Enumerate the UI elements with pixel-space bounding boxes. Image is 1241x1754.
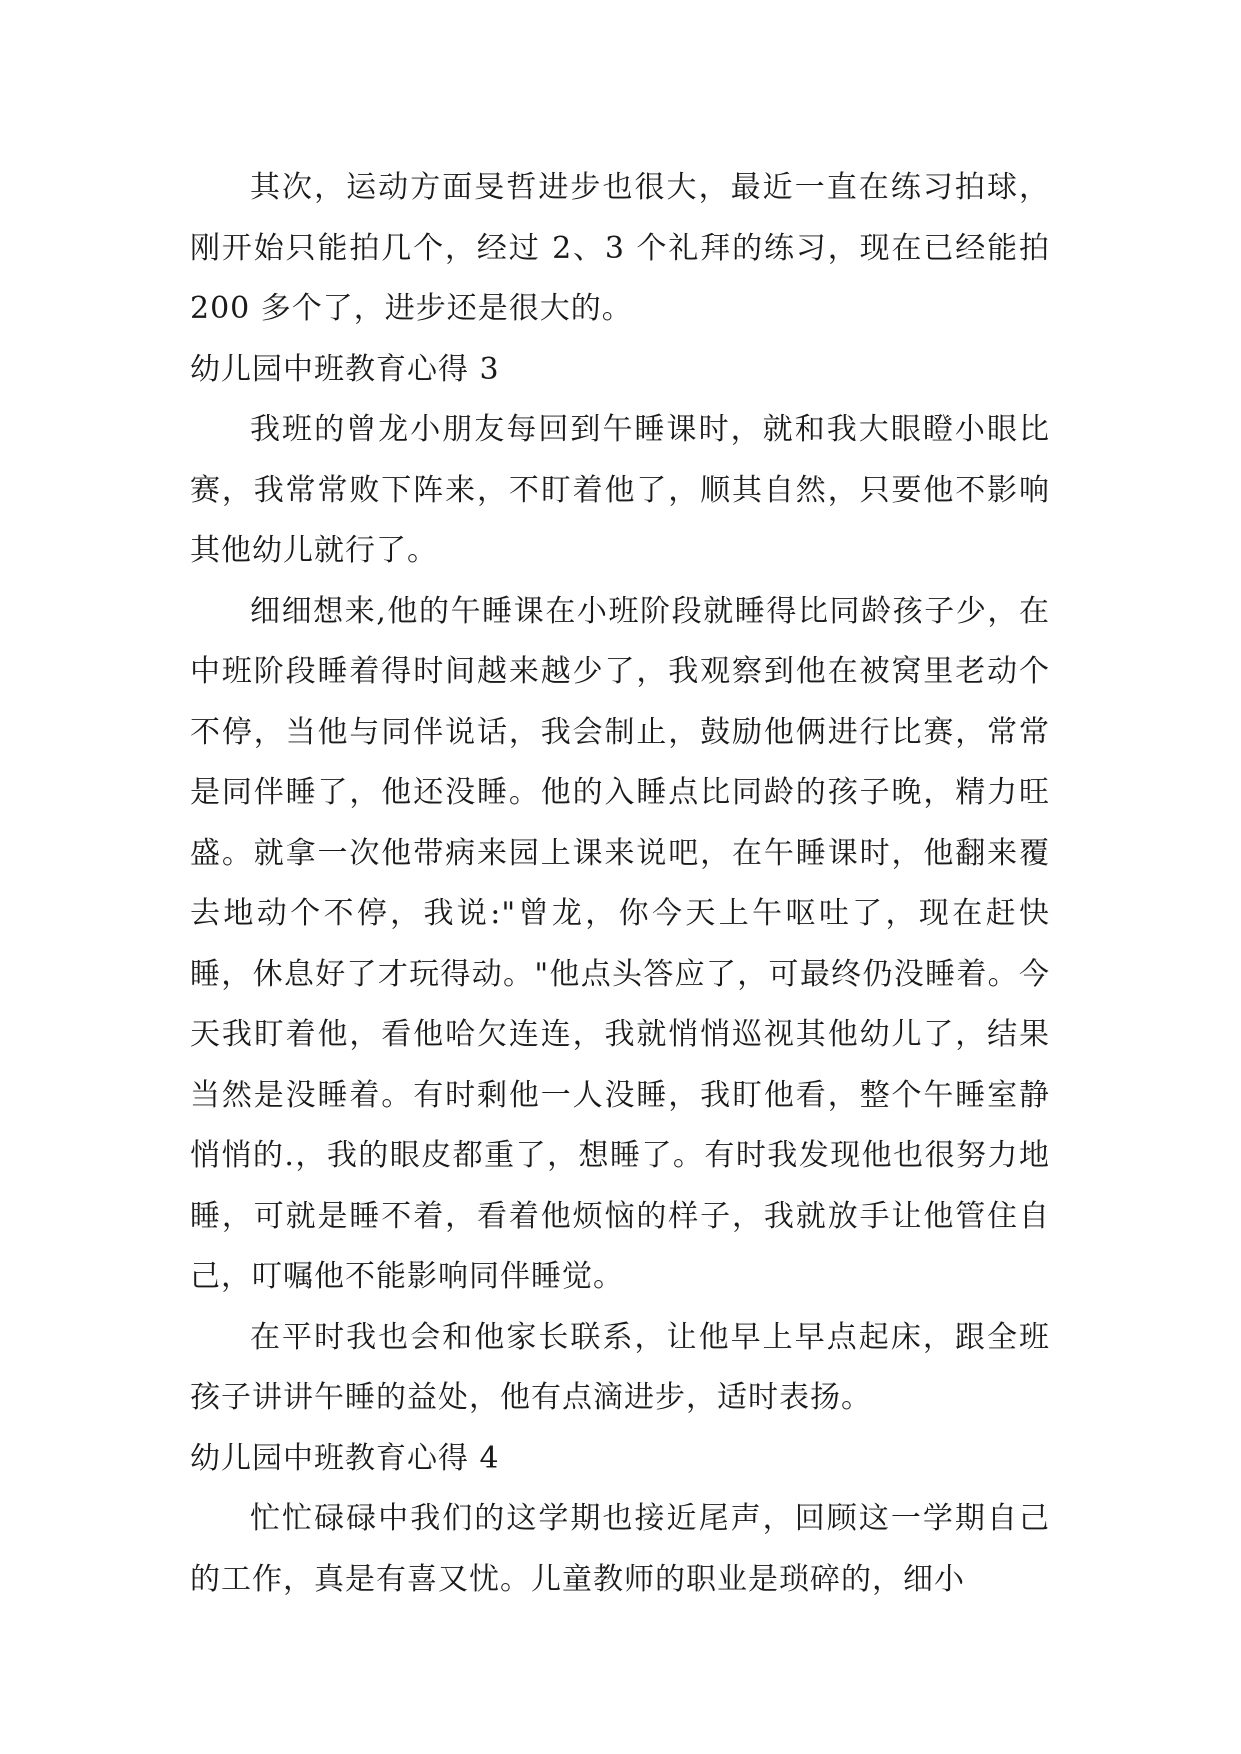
section-heading-3: 幼儿园中班教育心得 3 [190,351,500,387]
paragraph-nap-reflection: 细细想来,他的午睡课在小班阶段就睡得比同龄孩子少，在中班阶段睡着得时间越来越少了，我观察到他在被窝里老动个不停，当他与同伴说话，我会制止，鼓励他俩进行比赛，常常是同伴睡了，他还没睡。他的入睡点比同龄的孩子晚，精力旺盛。就拿一次他带病来园上课来说吧，在午睡课时，他翻来覆去地动个不停，我说:"曾龙，你今天上午呕吐了，现在赶快睡，休息好了才玩得动。"他点头答应了，可最终仍没睡着。今天我盯着他，看他哈欠连连，我就悄悄巡视其他幼儿了，结果当然是没睡着。有时剩他一人没睡，我盯他看，整个午睡室静悄悄的.，我的眼皮都重了，想睡了。有时我发现他也很努力地睡，可就是睡不着，看着他烦恼的样子，我就放手让他管住自己，叮嘱他不能影响同伴睡觉。 [190,593,1050,1294]
document-body [190,158,1050,1610]
paragraph-semester-review: 忙忙碌碌中我们的这学期也接近尾声，回顾这一学期自己的工作，真是有喜又忧。儿童教师的职业是琐碎的，细小 [190,1501,1050,1597]
paragraph-parent-contact: 在平时我也会和他家长联系，让他早上早点起床，跟全班孩子讲讲午睡的益处，他有点滴进步，适时表扬。 [190,1319,1050,1415]
section-heading-4: 幼儿园中班教育心得 4 [190,1440,500,1476]
paragraph-sports-progress: 其次，运动方面旻哲进步也很大，最近一直在练习拍球，刚开始只能拍几个，经过 2、3 个礼拜的练习，现在已经能拍 200 多个了，进步还是很大的。 [190,170,1050,326]
paragraph-nap-contest: 我班的曾龙小朋友每回到午睡课时，就和我大眼瞪小眼比赛，我常常败下阵来，不盯着他了，顺其自然，只要他不影响其他幼儿就行了。 [190,412,1050,568]
